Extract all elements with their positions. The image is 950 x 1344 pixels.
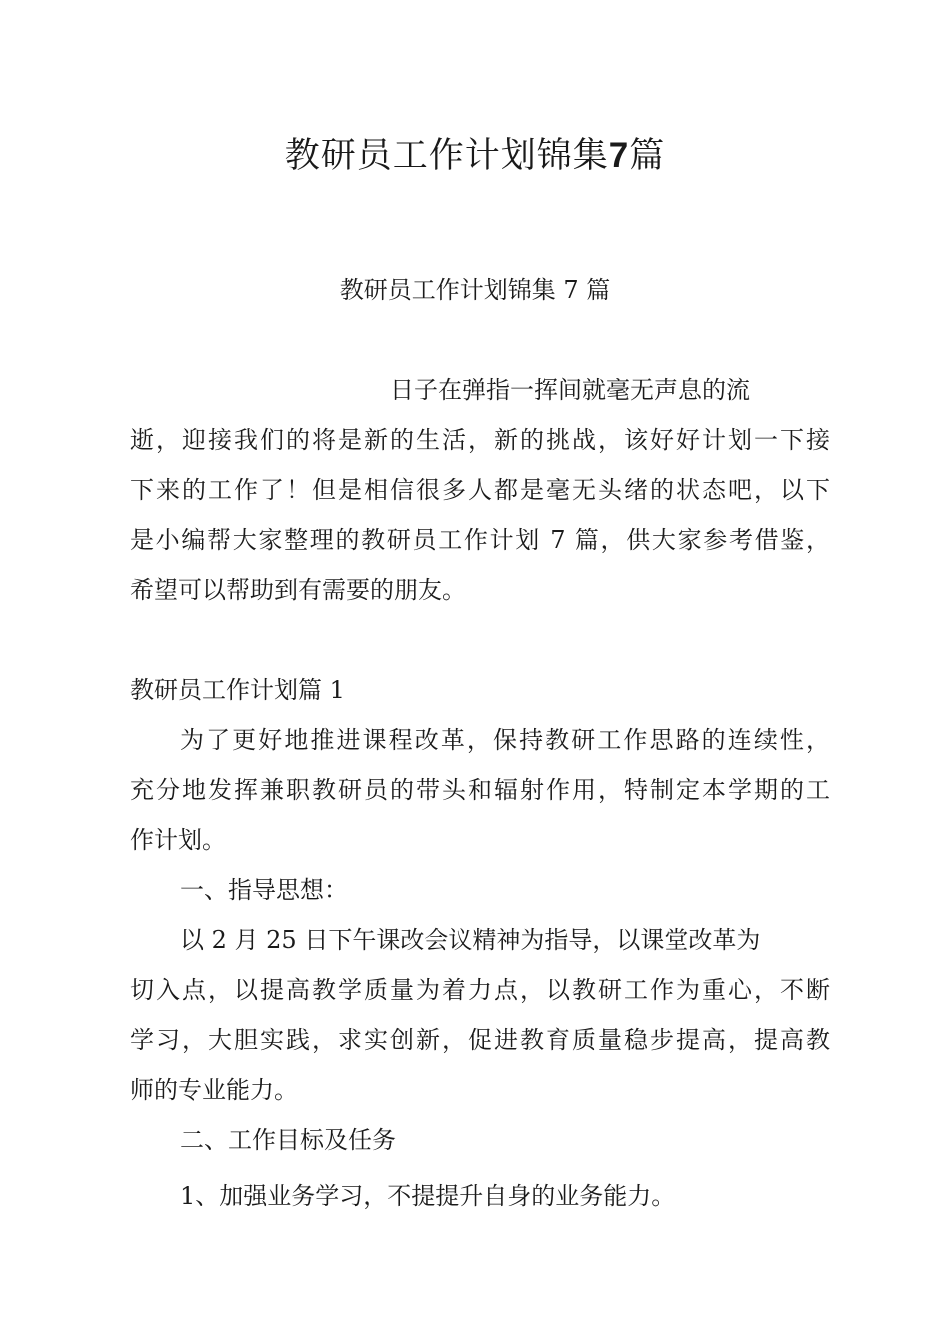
list-item: 1、加强业务学习，不提提升自身的业务能力。	[180, 1182, 676, 1210]
paragraph-line: 师的专业能力。	[130, 1076, 298, 1104]
paragraph-line: 切入点，以提高教学质量为着力点，以教研工作为重心，不断	[130, 976, 830, 1004]
paragraph-line: 学习，大胆实践，求实创新，促进教育质量稳步提高，提高教	[130, 1026, 830, 1054]
paragraph-line: 为了更好地推进课程改革，保持教研工作思路的连续性，	[180, 726, 830, 754]
intro-line: 是小编帮大家整理的教研员工作计划 7 篇，供大家参考借鉴，	[130, 526, 830, 554]
document-subtitle: 教研员工作计划锦集 7 篇	[339, 276, 611, 304]
paragraph-line: 以 2 月 25 日下午课改会议精神为指导，以课堂改革为	[180, 926, 761, 954]
title-suffix: 篇	[629, 136, 666, 176]
intro-line: 下来的工作了！但是相信很多人都是毫无头绪的状态吧，以下	[130, 476, 830, 504]
intro-line: 希望可以帮助到有需要的朋友。	[130, 576, 466, 604]
intro-line: 逝，迎接我们的将是新的生活，新的挑战，该好好计划一下接	[130, 426, 830, 454]
heading-guiding-thought: 一、指导思想：	[180, 876, 348, 904]
heading-goals-tasks: 二、工作目标及任务	[180, 1126, 396, 1154]
section-heading: 教研员工作计划篇 1	[130, 676, 345, 704]
paragraph-line: 作计划。	[130, 826, 226, 854]
title-text: 教研员工作计划锦集	[284, 136, 609, 176]
paragraph-line: 充分地发挥兼职教研员的带头和辐射作用，特制定本学期的工	[130, 776, 830, 804]
intro-line: 日子在弹指一挥间就毫无声息的流	[390, 376, 750, 404]
title-number: 7	[608, 136, 630, 175]
document-title	[0, 134, 950, 178]
